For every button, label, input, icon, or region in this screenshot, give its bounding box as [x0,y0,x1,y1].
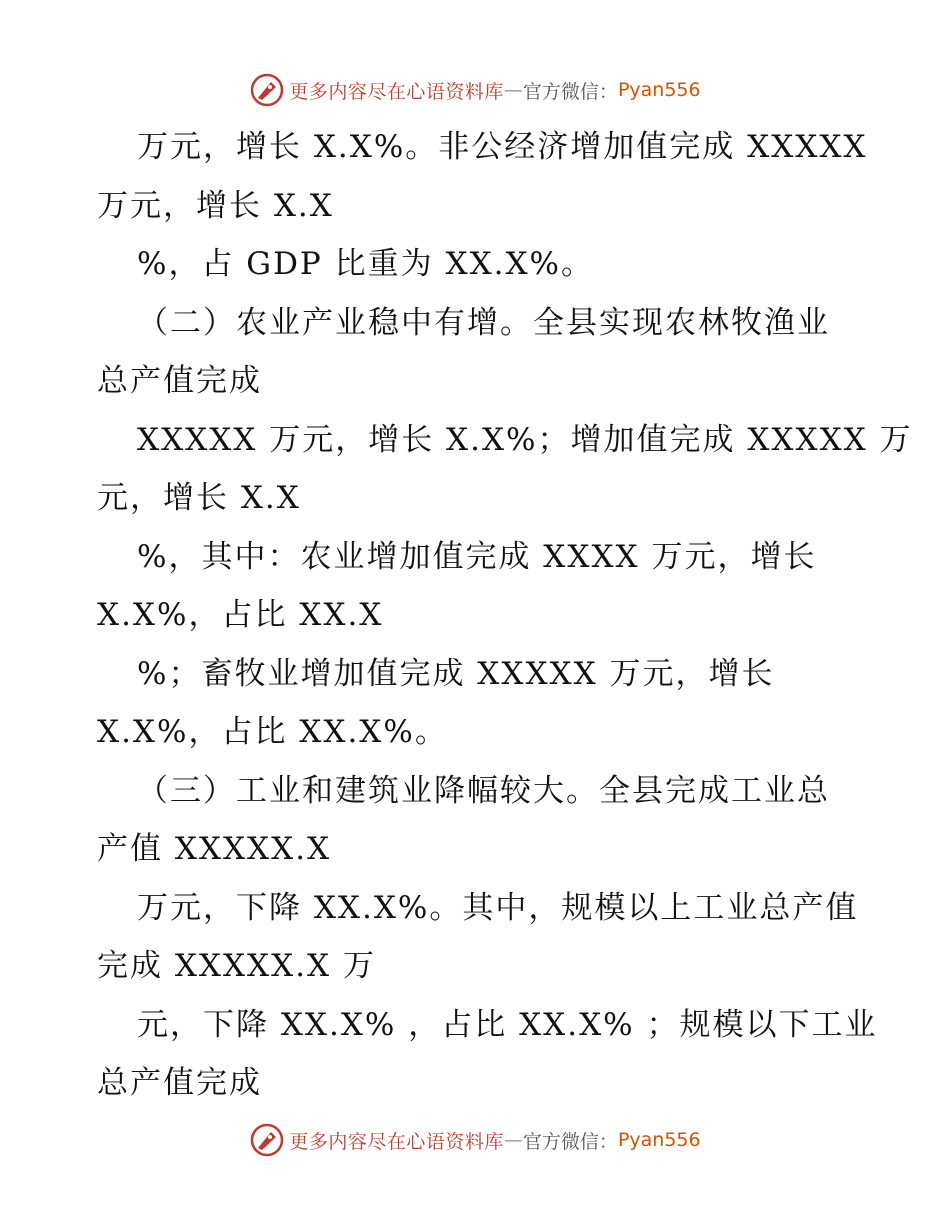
text-line: 万元，下降 XX.X%。其中，规模以上工业总产值 [137,889,859,926]
header-watermark [0,70,950,110]
text-line: 元，增长 X.X [97,480,301,516]
text-line: 万元，增长 X.X%。非公经济增加值完成 XXXXX [137,129,868,165]
text-line: 元，下降 XX.X% ，占比 XX.X% ；规模以下工业 [137,1006,878,1043]
watermark-separator: — [503,1129,523,1151]
text-line: X.X%，占比 XX.X [97,597,384,633]
watermark-text: 更多内容尽在心语资料库 [289,1130,504,1153]
text-line: XXXXX 万元，增长 X.X%；增加值完成 XXXXX 万 [137,421,913,458]
text-line: （三）工业和建筑业降幅较大。全县完成工业总 [137,772,830,809]
text-line: 完成 XXXXX.X 万 [97,948,376,984]
watermark-wechat-id: Pyan556 [617,79,701,101]
text-line: %，其中：农业增加值完成 XXXX 万元，增长 [137,538,817,575]
text-line: 总产值完成 [97,1065,262,1101]
document-body [97,118,913,1113]
pen-nib-logo-icon [249,72,285,108]
text-line: %；畜牧业增加值完成 XXXXX 万元，增长 [137,655,775,692]
watermark-text: 更多内容尽在心语资料库 [289,80,504,103]
footer-watermark [0,1120,950,1160]
pen-nib-logo-icon [249,1122,285,1158]
text-line: 万元，增长 X.X [97,187,334,224]
watermark-wechat-label: 官方微信： [522,1130,618,1153]
text-line: 产值 XXXXX.X [97,831,332,867]
watermark-wechat-id: Pyan556 [617,1129,701,1151]
text-line: X.X%，占比 XX.X%。 [97,714,448,750]
text-line: %，占 GDP 比重为 XX.X%。 [137,246,595,282]
text-line: 总产值完成 [97,363,262,399]
text-line: （二）农业产业稳中有增。全县实现农林牧渔业 [137,304,830,341]
watermark-wechat-label: 官方微信： [522,80,618,103]
watermark-separator: — [503,79,523,101]
